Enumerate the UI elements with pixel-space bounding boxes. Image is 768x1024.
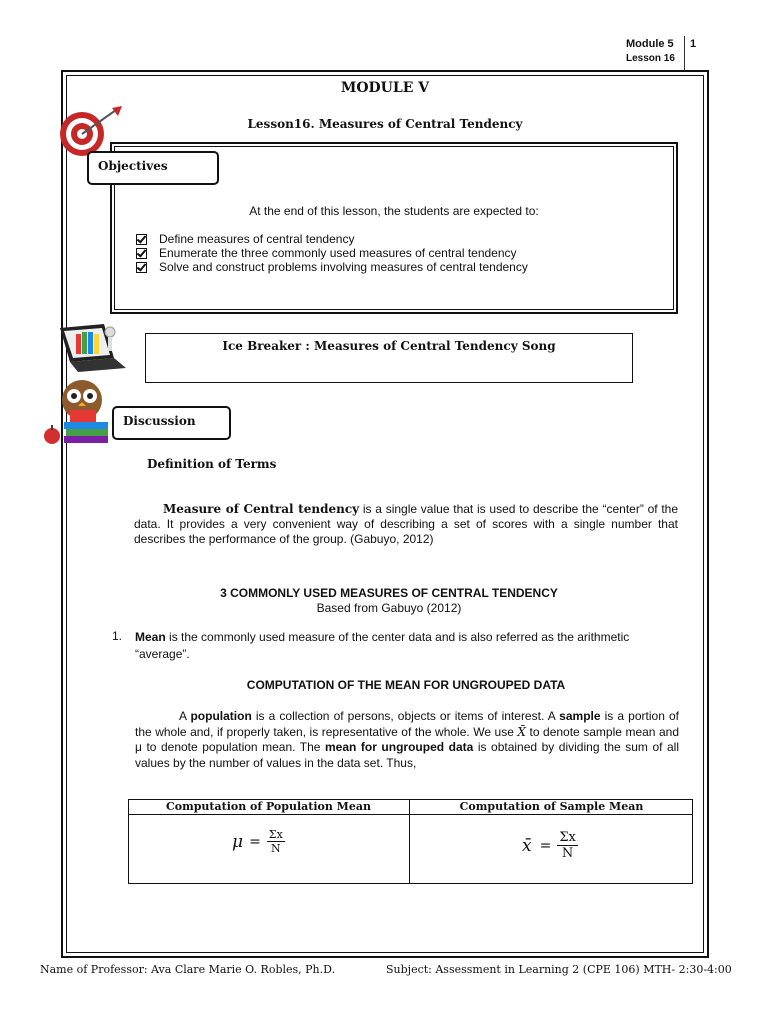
paragraph-text: to denote sample mean and μ to denote population mean. The — [135, 724, 680, 754]
numerator: Σx — [268, 828, 283, 841]
checkbox-icon — [136, 234, 147, 245]
owl-books-icon — [40, 374, 114, 450]
xbar-symbol: x̄ — [522, 835, 532, 856]
fraction — [267, 828, 285, 855]
checkbox-icon — [136, 248, 147, 259]
population-term: population — [190, 709, 252, 723]
objective-text: Define measures of central tendency — [159, 232, 355, 246]
icebreaker-title: Ice Breaker : Measures of Central Tendency Song — [222, 339, 556, 353]
objectives-label: Objectives — [87, 151, 219, 185]
sample-term: sample — [559, 709, 601, 723]
population-mean-formula — [232, 828, 285, 855]
header-divider — [684, 36, 685, 70]
paragraph-text: is a collection of persons, objects or items of interest. A — [251, 709, 560, 723]
mean-description — [135, 629, 680, 663]
objective-item — [136, 232, 354, 246]
fraction — [557, 830, 578, 861]
discussion-label: Discussion — [112, 406, 231, 440]
lesson-title: Lesson16. Measures of Central Tendency — [247, 117, 523, 131]
objectives-intro: At the end of this lesson, the students are expected to: — [249, 204, 539, 218]
module-title: MODULE V — [340, 80, 430, 96]
objective-text: Solve and construct problems involving measures of central tendency — [159, 260, 528, 274]
computation-heading: COMPUTATION OF THE MEAN FOR UNGROUPED DATA — [246, 678, 566, 692]
laptop-books-icon — [54, 322, 130, 374]
paragraph-text: is obtained by dividing the sum of all values by the number of values in the data set. Thus, — [135, 740, 679, 770]
numerator: Σx — [559, 830, 576, 845]
header-lesson: Lesson 16 — [626, 53, 675, 64]
footer-professor: Name of Professor: Ava Clare Marie O. Robles, Ph.D. — [40, 963, 336, 976]
xbar-symbol: X̄ — [517, 724, 526, 739]
objective-item — [136, 260, 528, 274]
table-header-divider — [128, 814, 693, 815]
denominator: N — [270, 842, 281, 855]
paragraph-text: A — [179, 709, 191, 723]
equals-sign: = — [249, 833, 261, 850]
objective-text: Enumerate the three commonly used measures of central tendency — [159, 246, 517, 260]
definition-body: is a single value that is used to describe the “center” of the data. It provides a very convenient way of describing a set of scores with a single number that describes the performance of the group. (Gabuyo, 2012) — [134, 502, 679, 546]
mean-body: is the commonly used measure of the center data and is also referred as the arithmetic “average”. — [135, 630, 630, 661]
population-mean-header: Computation of Population Mean — [166, 800, 371, 813]
mean-ungrouped-term: mean for ungrouped data — [325, 740, 474, 754]
footer-subject: Subject: Assessment in Learning 2 (CPE 106) MTH- 2:30-4:00 — [386, 963, 732, 976]
equals-sign: = — [539, 837, 552, 854]
paragraph-text: is a portion of the whole and, if properly taken, is representative of the whole. We use — [135, 709, 679, 739]
page-number: 1 — [690, 38, 697, 50]
measures-heading: 3 COMMONLY USED MEASURES OF CENTRAL TENDENCY — [220, 586, 558, 600]
sample-mean-formula — [522, 830, 578, 861]
definition-paragraph — [134, 502, 678, 547]
sample-mean-header: Computation of Sample Mean — [459, 800, 644, 813]
objective-item — [136, 246, 517, 260]
denominator: N — [561, 846, 574, 861]
definition-heading: Definition of Terms — [147, 457, 277, 471]
checkbox-icon — [136, 262, 147, 273]
definition-term: Measure of Central tendency — [163, 502, 360, 516]
header-module: Module 5 — [626, 38, 674, 50]
measures-source: Based from Gabuyo (2012) — [316, 601, 462, 615]
mu-symbol: μ — [232, 831, 244, 852]
population-paragraph — [135, 709, 679, 771]
mean-term: Mean — [135, 630, 166, 644]
mean-list-number: 1. — [112, 629, 123, 643]
